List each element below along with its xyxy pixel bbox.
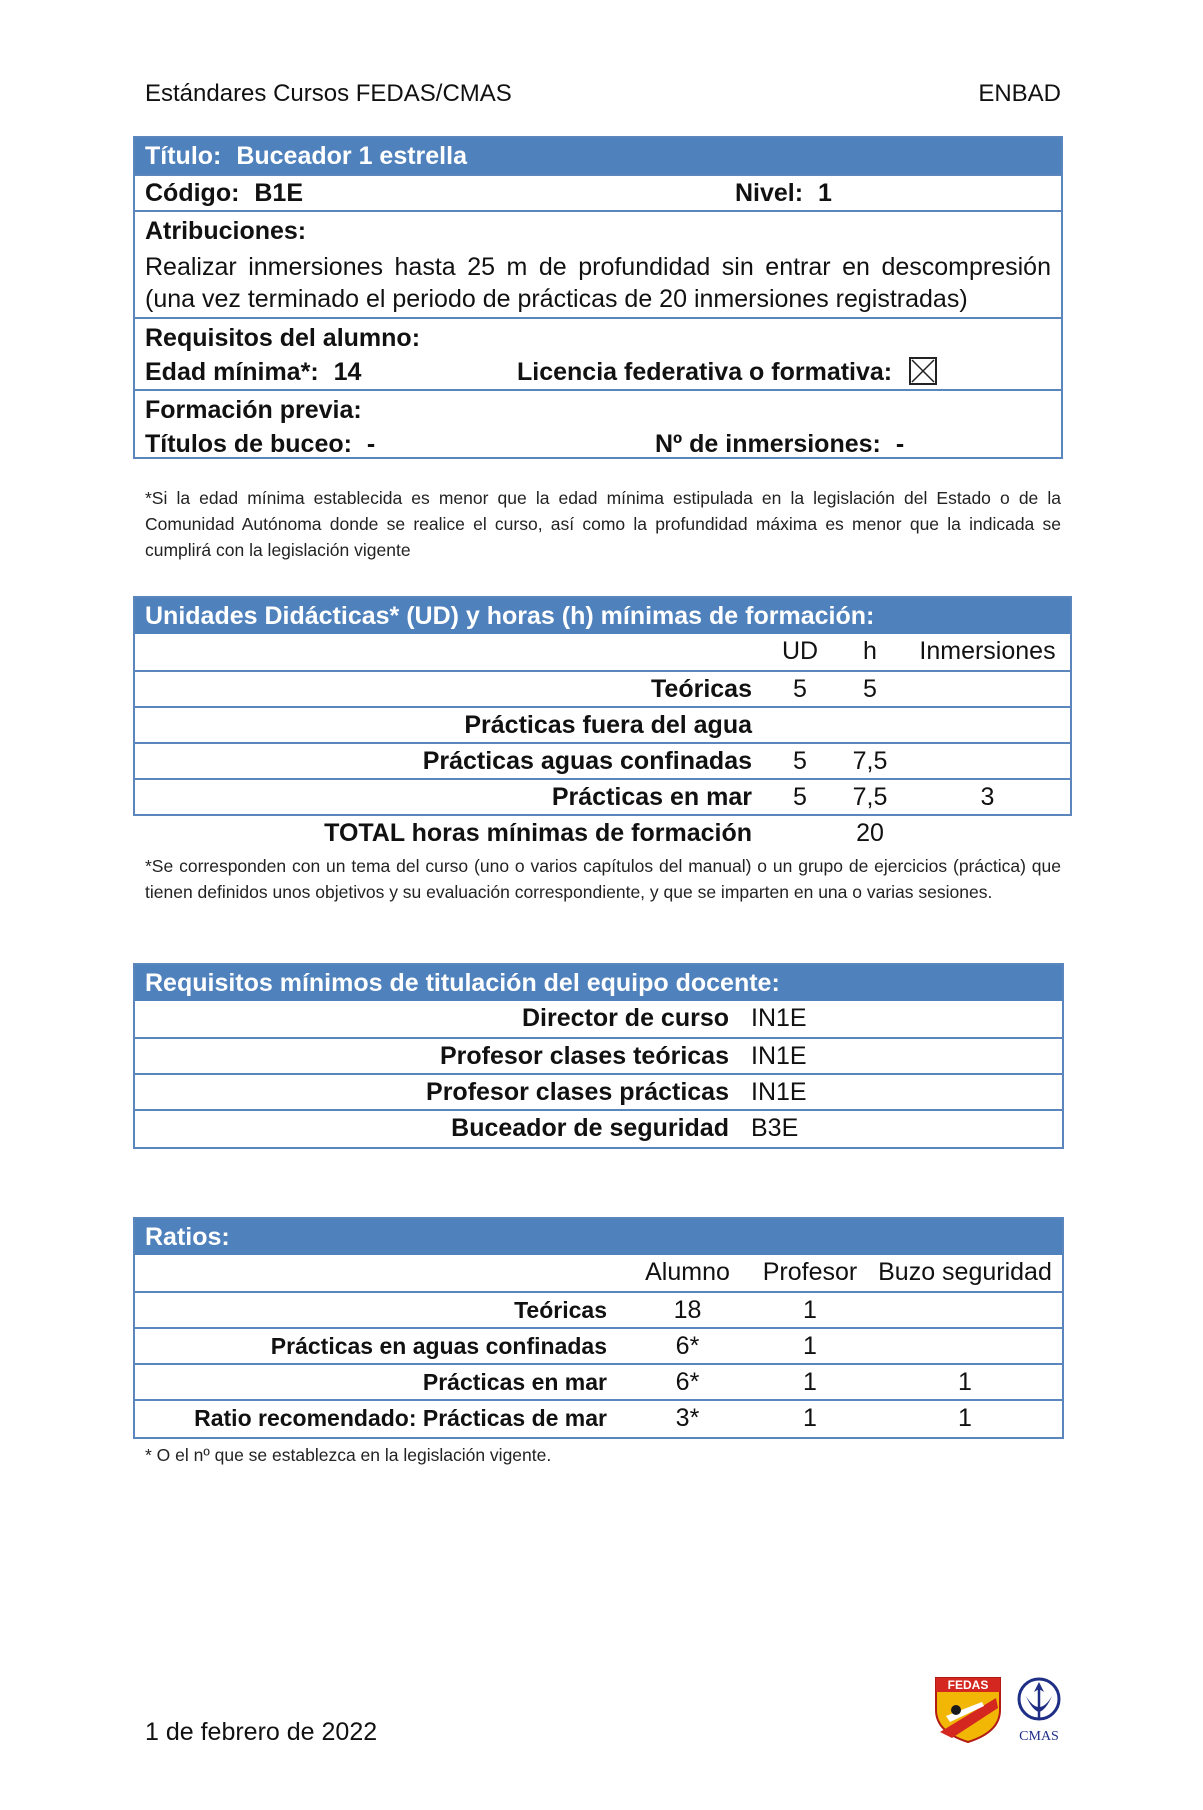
- row-label: Profesor clases teóricas: [439, 1042, 729, 1070]
- cmas-logo-text: CMAS: [1019, 1729, 1059, 1744]
- ratios-header-row: [135, 1255, 1062, 1291]
- codigo-row: [135, 174, 1061, 210]
- row-value: IN1E: [751, 1004, 807, 1032]
- cell-profesor: 1: [803, 1296, 817, 1324]
- cell-profesor: 1: [803, 1368, 817, 1396]
- cell-profesor: 1: [803, 1404, 817, 1432]
- table-row: [135, 1327, 1062, 1363]
- table-row: [135, 1291, 1062, 1327]
- staff-table: [133, 963, 1064, 1149]
- edad-value: 14: [333, 358, 362, 386]
- cross-icon: [911, 359, 935, 383]
- cell-alumno: 6*: [675, 1332, 700, 1360]
- row-label: Prácticas aguas confinadas: [422, 747, 752, 775]
- row-value: B3E: [751, 1114, 799, 1142]
- nivel-value: 1: [818, 179, 832, 207]
- titulo-value: Buceador 1 estrella: [236, 142, 467, 170]
- table-row: [135, 1399, 1062, 1435]
- table-row: [135, 778, 1070, 814]
- age-footnote: *Si la edad mínima establecida es menor que la edad mínima estipulada en la legislación del Estado o de la Comunidad Autónoma donde se realice el curso, así como la profundidad máxima es menor que la indicada se cumplirá con la legislación vigente: [145, 488, 1061, 560]
- titulo-label: Título:: [145, 142, 222, 170]
- cell-buzo: 1: [958, 1368, 972, 1396]
- requisitos-row: [135, 317, 1061, 389]
- atribuciones-line1: Realizar inmersiones hasta 25 m de profundidad sin entrar en descompresión: [145, 253, 1051, 281]
- codigo-label: Código:: [145, 179, 240, 207]
- row-label: TOTAL horas mínimas de formación: [324, 819, 752, 847]
- atribuciones-label: Atribuciones:: [145, 217, 307, 245]
- formacion-label: Formación previa:: [145, 396, 362, 424]
- units-title: Unidades Didácticas* (UD) y horas (h) mínimas de formación:: [135, 598, 1070, 634]
- course-title-band: [135, 138, 1061, 174]
- table-row: [135, 1073, 1062, 1109]
- header-buzo: Buzo seguridad: [878, 1258, 1052, 1286]
- course-info-box: [133, 136, 1063, 459]
- table-row: [135, 1001, 1062, 1037]
- table-row: [135, 742, 1070, 778]
- header-ud: UD: [781, 637, 819, 665]
- fedas-logo: [932, 1676, 1004, 1744]
- licencia-checkbox[interactable]: [909, 357, 937, 385]
- row-label: Profesor clases prácticas: [426, 1078, 729, 1106]
- row-label: Prácticas en mar: [422, 1369, 607, 1395]
- units-header-row: [135, 634, 1070, 670]
- requisitos-label: Requisitos del alumno:: [145, 324, 421, 352]
- formacion-row: [135, 389, 1061, 459]
- row-label: Teóricas: [651, 675, 752, 703]
- row-value: IN1E: [751, 1078, 807, 1106]
- doc-header-right: ENBAD: [978, 80, 1061, 107]
- row-label: Prácticas en aguas confinadas: [270, 1333, 607, 1359]
- table-row: [135, 1037, 1062, 1073]
- cell-alumno: 18: [673, 1296, 702, 1324]
- ratios-footnote: * O el nº que se establezca en la legislación vigente.: [145, 1445, 552, 1465]
- fedas-logo-text: FEDAS: [947, 1678, 989, 1692]
- row-label: Prácticas en mar: [551, 783, 752, 811]
- doc-header-left: Estándares Cursos FEDAS/CMAS: [145, 80, 512, 107]
- cell-ud: 5: [793, 783, 807, 811]
- atribuciones-line2: (una vez terminado el periodo de prácticas de 20 inmersiones registradas): [145, 285, 968, 313]
- header-inmersiones: Inmersiones: [919, 637, 1056, 665]
- cell-h: 7,5: [852, 747, 888, 775]
- header-profesor: Profesor: [762, 1258, 858, 1286]
- atribuciones-row: [135, 210, 1061, 317]
- staff-title: Requisitos mínimos de titulación del equipo docente:: [135, 965, 1062, 1001]
- table-row: [135, 1109, 1062, 1145]
- cell-alumno: 3*: [675, 1404, 700, 1432]
- footer-date: 1 de febrero de 2022: [145, 1718, 378, 1746]
- nivel-label: Nivel:: [735, 179, 804, 207]
- table-row: [135, 1363, 1062, 1399]
- row-label: Teóricas: [514, 1297, 607, 1323]
- licencia-label: Licencia federativa o formativa:: [517, 358, 893, 386]
- table-row: [135, 670, 1070, 706]
- units-table: [133, 596, 1072, 847]
- ratios-table: [133, 1217, 1064, 1439]
- cell-h: 7,5: [852, 783, 888, 811]
- inmersiones-label: Nº de inmersiones:: [655, 430, 881, 458]
- ratios-title: Ratios:: [135, 1219, 1062, 1255]
- row-label: Director de curso: [521, 1004, 729, 1032]
- cell-buzo: 1: [958, 1404, 972, 1432]
- cell-alumno: 6*: [675, 1368, 700, 1396]
- cell-ud: 5: [793, 747, 807, 775]
- cell-h: 20: [856, 819, 884, 847]
- cell-profesor: 1: [803, 1332, 817, 1360]
- units-footnote: *Se corresponden con un tema del curso (uno o varios capítulos del manual) o un grupo de ejercicios (práctica) que tienen definidos unos objetivos y su evaluación correspondiente, y que se imparten en una o varias sesiones.: [145, 856, 1061, 902]
- header-alumno: Alumno: [645, 1258, 730, 1286]
- cell-inmersiones: 3: [980, 783, 995, 811]
- table-row: [135, 814, 1070, 850]
- titulos-value: -: [366, 430, 376, 458]
- edad-label: Edad mínima*:: [145, 358, 319, 386]
- header-h: h: [863, 637, 877, 665]
- cmas-logo: [1012, 1674, 1066, 1746]
- codigo-value: B1E: [254, 179, 304, 207]
- titulos-label: Títulos de buceo:: [145, 430, 352, 458]
- cell-ud: 5: [793, 675, 807, 703]
- row-label: Buceador de seguridad: [451, 1114, 729, 1142]
- row-value: IN1E: [751, 1042, 807, 1070]
- cell-h: 5: [863, 675, 877, 703]
- row-label: Prácticas fuera del agua: [464, 711, 752, 739]
- table-row: [135, 706, 1070, 742]
- inmersiones-value: -: [895, 430, 905, 458]
- row-label: Ratio recomendado: Prácticas de mar: [194, 1405, 607, 1431]
